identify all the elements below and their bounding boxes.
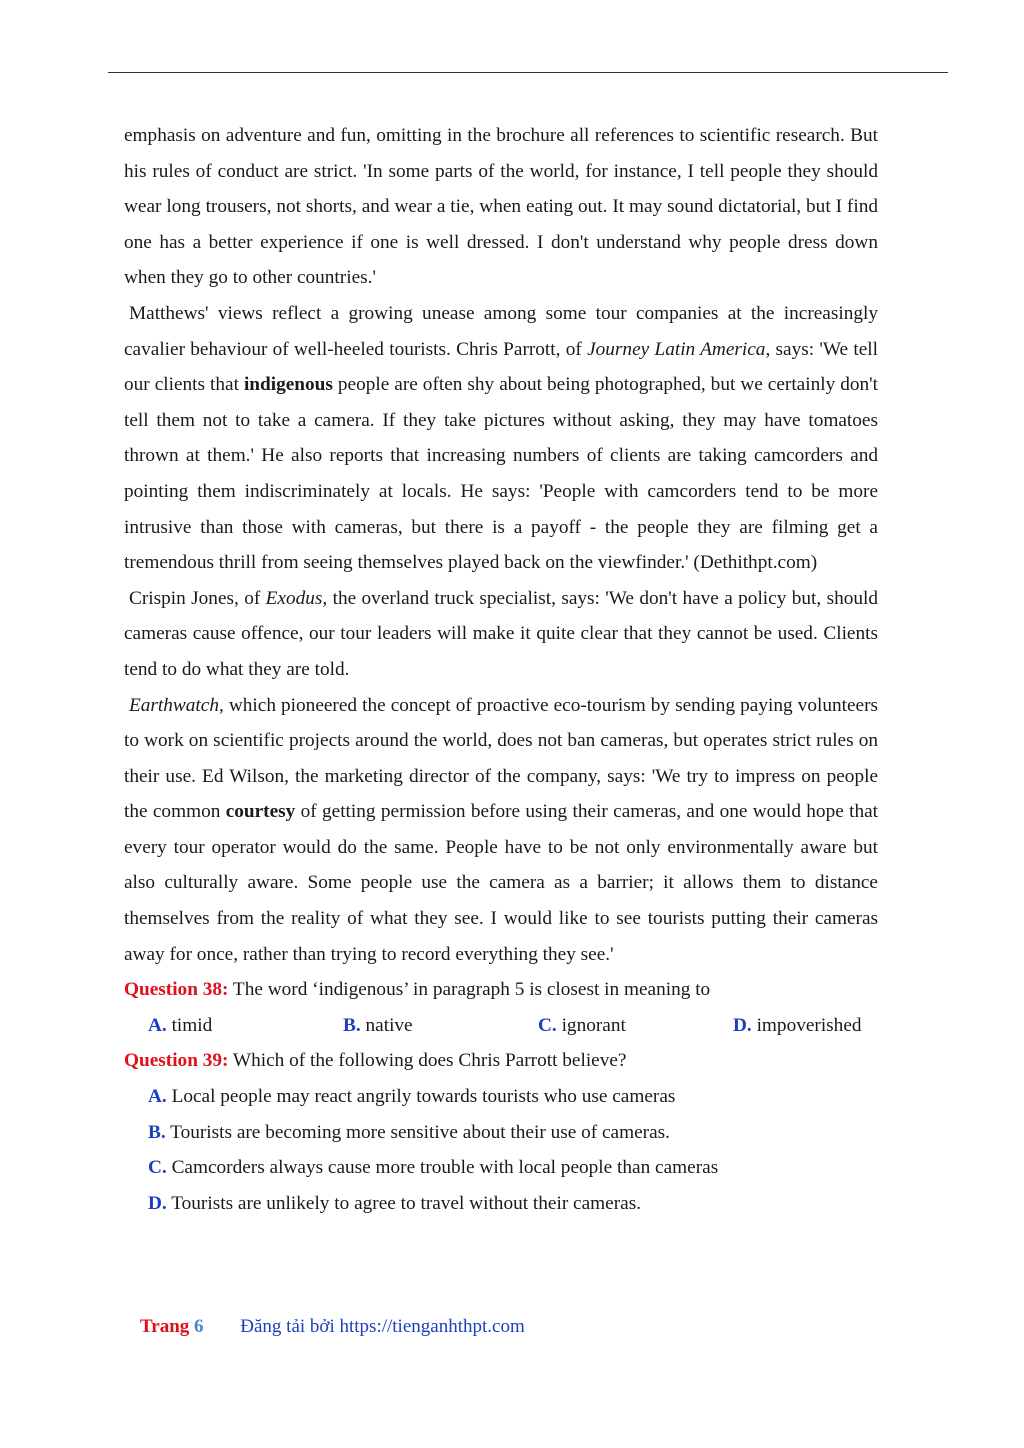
company-name: Exodus	[265, 587, 323, 609]
option-d[interactable]: D. Tourists are unlikely to agree to travel without their cameras.	[148, 1192, 642, 1214]
option-d[interactable]: D. impoverished	[733, 1014, 862, 1036]
page-label: Trang	[140, 1316, 190, 1337]
option-c[interactable]: C. Camcorders always cause more trouble with local people than cameras	[148, 1157, 719, 1179]
highlighted-word: courtesy	[225, 801, 296, 823]
question-38	[124, 972, 878, 1008]
header-rule	[108, 72, 948, 73]
question-text: The word ‘indigenous’ in paragraph 5 is closest in meaning to	[228, 979, 711, 1001]
paragraph-3: Crispin Jones, of Exodus, the overland truck specialist, says: 'We don't have a policy but, should cameras cause offence, our tour leaders will make it quite clear that they cannot be used. Clients tend to do what they are told.	[124, 587, 878, 680]
paragraph-2: Matthews' views reflect a growing unease among some tour companies at the increasingly cavalier behaviour of well-heeled tourists. Chris Parrott, of Journey Latin America, says: 'We tell our clients that indigenous people are often shy about being photographed, but we certainly don't tell them not to take a camera. If they take pictures without asking, they may have tomatoes thrown at them.' He also reports that increasing numbers of clients are taking camcorders and pointing them indiscriminately at locals. He says: 'People with camcorders tend to be more intrusive than those with cameras, but there is a payoff - the people they are filming get a tremendous thrill from seeing themselves played back on the viewfinder.' (Dethithpt.com)	[124, 302, 878, 574]
paragraph-1: emphasis on adventure and fun, omitting in the brochure all references to scientific research. But his rules of conduct are strict. 'In some parts of the world, for instance, I tell people they should wear long trousers, not shorts, and wear a tie, when eating out. It may sound dictatorial, but I find one has a better experience if one is well dressed. I don't understand why people dress down when they go to other countries.'	[124, 125, 878, 289]
question-text: Which of the following does Chris Parrott believe?	[228, 1050, 627, 1072]
option-a[interactable]: A. Local people may react angrily towards tourists who use cameras	[148, 1086, 676, 1108]
question-39	[124, 1043, 878, 1079]
question-label: Question 39:	[124, 1050, 229, 1072]
question-label: Question 38:	[124, 979, 229, 1001]
option-a[interactable]: A. timid	[148, 1014, 213, 1036]
question-38-options	[124, 1008, 878, 1044]
paragraph-4: Earthwatch, which pioneered the concept of proactive eco-tourism by sending paying volunteers to work on scientific projects around the world, does not ban cameras, but operates strict rules on their use. Ed Wilson, the marketing director of the company, says: 'We try to impress on people the common courtesy of getting permission before using their cameras, and one would hope that every tour operator would do the same. People have to be not only environmentally aware but also culturally aware. Some people use the camera as a barrier; it allows them to distance themselves from the reality of what they see. I would like to see tourists putting their cameras away for once, rather than trying to record everything they see.'	[124, 694, 879, 965]
upload-credit-link[interactable]: Đăng tải bởi https://tienganhthpt.com	[240, 1316, 525, 1337]
option-b[interactable]: B. native	[343, 1014, 413, 1036]
page-footer	[140, 1316, 525, 1338]
company-name: Journey Latin America	[587, 338, 766, 360]
highlighted-word: indigenous	[243, 374, 333, 396]
page-number: 6	[194, 1316, 204, 1337]
company-name: Earthwatch	[129, 694, 219, 716]
option-c[interactable]: C. ignorant	[538, 1014, 626, 1036]
document-body	[124, 118, 878, 1221]
option-b[interactable]: B. Tourists are becoming more sensitive about their use of cameras.	[148, 1121, 670, 1143]
